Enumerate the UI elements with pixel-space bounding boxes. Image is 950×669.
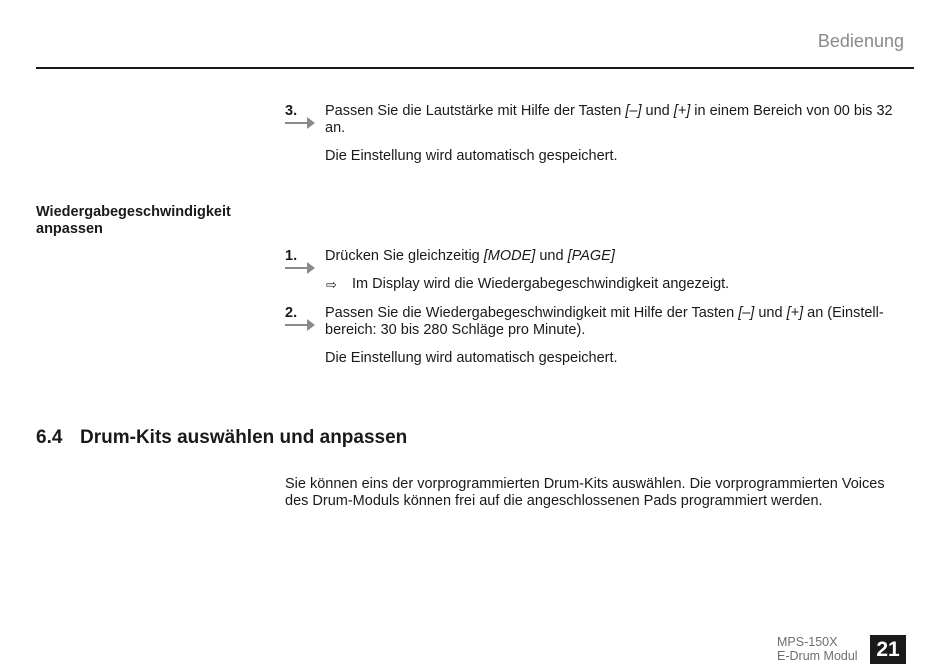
- side-heading-line-2: anpassen: [36, 221, 103, 237]
- step-2-text-3: an (Einstell-: [803, 305, 884, 321]
- step-number-3: [285, 103, 317, 120]
- step-2-line-1: [325, 305, 915, 322]
- side-heading-line-1: Wiedergabegeschwindigkeit: [36, 204, 231, 220]
- section-intro-line-2: des Drum-Moduls können frei auf die angeschlossenen Pads programmiert werden.: [285, 493, 823, 509]
- page-number: 21: [870, 635, 906, 664]
- step-arrow-icon: [307, 117, 315, 129]
- step-2-text-1: Passen Sie die Wiedergabegeschwindigkeit mit Hilfe der Tasten: [325, 305, 739, 321]
- step-2-line-2: bereich: 30 bis 280 Schläge pro Minute).: [325, 322, 586, 338]
- step-2-note: Die Einstellung wird automatisch gespeichert.: [325, 350, 618, 366]
- step-arrow-icon: [307, 319, 315, 331]
- step-2-text-2: und: [754, 305, 787, 321]
- step-3-text-2: und: [641, 103, 674, 119]
- section-heading: [36, 427, 407, 449]
- step-1-text-2: und: [535, 248, 568, 264]
- step-number-1: [285, 248, 317, 265]
- step-number-text: 3.: [285, 103, 298, 119]
- step-3-instruction: [325, 103, 915, 137]
- section-intro: [285, 476, 915, 510]
- running-header: Bedienung: [817, 31, 904, 51]
- section-intro-line-1: Sie können eins der vorprogrammierten Drum-Kits auswählen. Die vorprogrammierten Voices: [285, 476, 885, 492]
- section-number: 6.4: [36, 427, 63, 448]
- side-heading: [36, 204, 266, 238]
- step-1-result: Im Display wird die Wiedergabegeschwindigkeit angezeigt.: [352, 276, 730, 292]
- step-bar-icon: [285, 267, 309, 269]
- key-minus: [–]: [738, 305, 755, 321]
- footer-model-name: MPS-150X: [777, 635, 838, 649]
- key-plus: [+]: [673, 103, 691, 119]
- step-3-line-1: [325, 103, 915, 120]
- result-arrow-icon: ⇨: [326, 277, 337, 292]
- step-bar-icon: [285, 122, 309, 124]
- footer-product-name: E-Drum Modul: [777, 649, 858, 663]
- step-number-text: 1.: [285, 248, 298, 264]
- key-minus: [–]: [625, 103, 642, 119]
- step-3-text-3: in einem Bereich von 00 bis 32: [690, 103, 893, 119]
- step-3-line-2: an.: [325, 120, 346, 136]
- step-number-2: [285, 305, 317, 322]
- step-bar-icon: [285, 324, 309, 326]
- footer-product: [777, 635, 858, 663]
- step-3-text-1: Passen Sie die Lautstärke mit Hilfe der Tasten: [325, 103, 626, 119]
- key-page: [PAGE]: [567, 248, 615, 264]
- section-title: Drum-Kits auswählen und anpassen: [80, 427, 408, 448]
- step-2-instruction: [325, 305, 915, 339]
- step-number-text: 2.: [285, 305, 298, 321]
- step-1-instruction: [325, 248, 915, 265]
- step-arrow-icon: [307, 262, 315, 274]
- step-1-text-1: Drücken Sie gleichzeitig: [325, 248, 484, 264]
- key-mode: [MODE]: [483, 248, 536, 264]
- step-3-note: Die Einstellung wird automatisch gespeichert.: [325, 148, 618, 164]
- key-plus: [+]: [786, 305, 804, 321]
- header-rule: [36, 67, 914, 69]
